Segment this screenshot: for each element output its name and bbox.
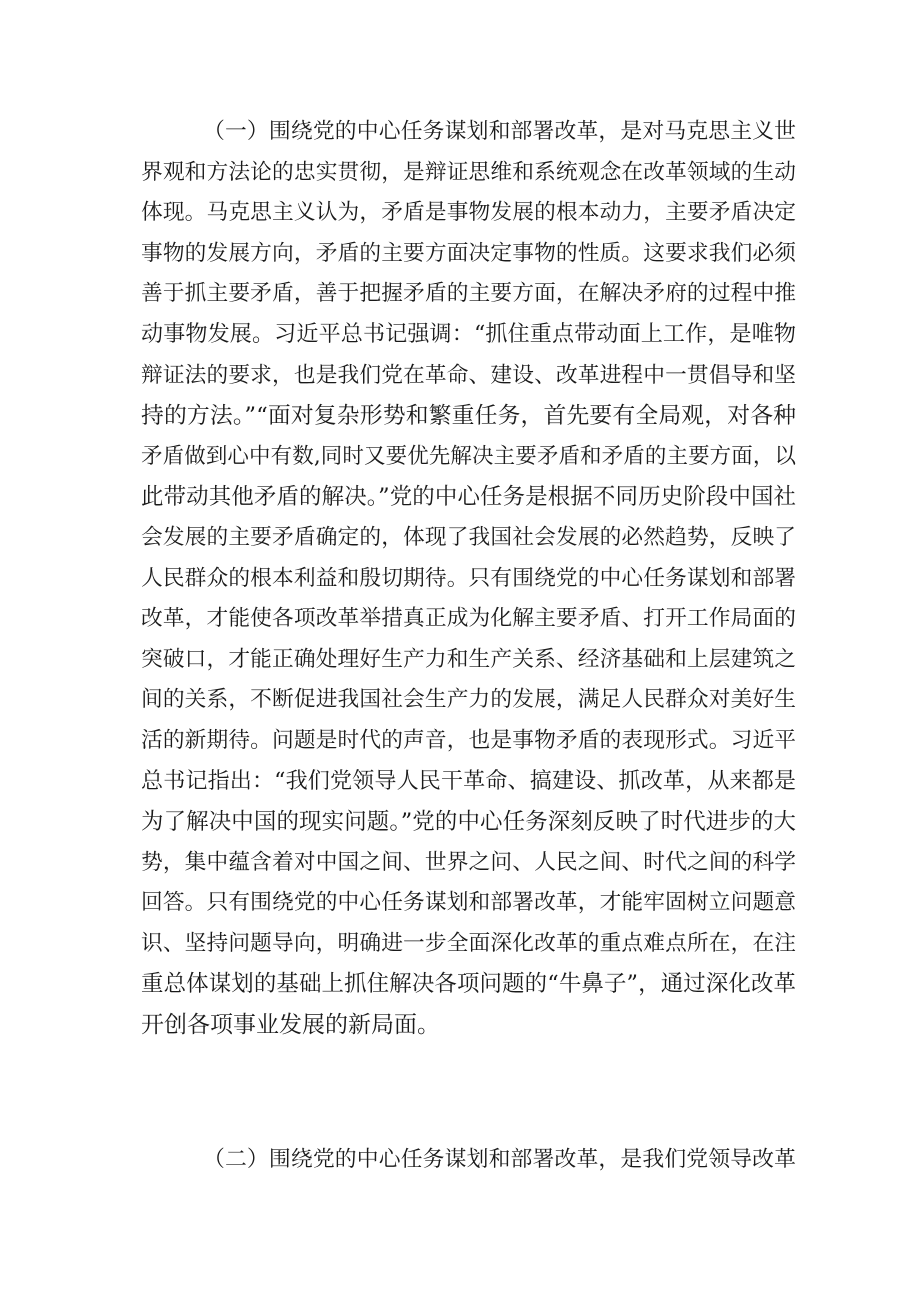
paragraph-line: 此带动其他矛盾的解决。”党的中心任务是根据不同历史阶段中国社: [141, 484, 796, 511]
paragraph-line: 为了解决中国的现实问题。”党的中心任务深刻反映了时代进步的大: [141, 809, 796, 836]
paragraph-1: [141, 112, 796, 1046]
paragraph-2: [141, 1140, 796, 1181]
paragraph-line: 总书记指出：“我们党领导人民干革命、搞建设、抓改革，从来都是: [141, 768, 796, 794]
paragraph-line: 矛盾做到心中有数,同时又要优先解决主要矛盾和矛盾的主要方面，以: [141, 443, 796, 469]
paragraph-line: 势，集中蕴含着对中国之间、世界之问、人民之间、时代之间的科学: [141, 849, 796, 875]
paragraph-line: 重总体谋划的基础上抓住解决各项问题的“牛鼻子”，通过深化改革: [141, 971, 796, 998]
paragraph-line: 动事物发展。习近平总书记强调：“抓住重点带动面上工作，是唯物: [141, 321, 796, 347]
paragraph-line: 体现。马克思主义认为，矛盾是事物发展的根本动力，主要矛盾决定: [141, 200, 796, 226]
paragraph-line: （一）围绕党的中心任务谋划和部署改革，是对马克思主义世: [203, 119, 796, 144]
paragraph-line: 回答。只有围绕党的中心任务谋划和部署改革，才能牢固树立问题意: [141, 890, 796, 916]
paragraph-line: （二）围绕党的中心任务谋划和部署改革，是我们党领导改革: [203, 1147, 796, 1172]
paragraph-line: 识、坚持问题导向，明确进一步全面深化改革的重点难点所在，在注: [141, 930, 796, 956]
paragraph-line: 活的新期待。问题是时代的声音，也是事物矛盾的表现形式。习近平: [141, 727, 796, 753]
paragraph-line: 事物的发展方向，矛盾的主要方面决定事物的性质。这要求我们必须: [141, 240, 796, 266]
paragraph-line: 界观和方法论的忠实贯彻，是辩证思维和系统观念在改革领域的生动: [141, 159, 796, 185]
paragraph-line: 改革，才能使各项改革举措真正成为化解主要矛盾、打开工作局面的: [141, 606, 796, 632]
paragraph-line: 突破口，才能正确处理好生产力和生产关系、经济基础和上层建筑之: [141, 646, 796, 672]
paragraph-line: 间的关系，不断促进我国社会生产力的发展，满足人民群众对美好生: [141, 687, 796, 713]
paragraph-line: 辩证法的要求，也是我们党在革命、建设、改革进程中一贯倡导和坚: [141, 362, 796, 388]
paragraph-line: 持的方法。”“面对复杂形势和繁重任务，首先要有全局观，对各种: [141, 403, 796, 430]
paragraph-line: 会发展的主要矛盾确定的，体现了我国社会发展的必然趋势，反映了: [141, 524, 796, 550]
paragraph-line: 人民群众的根本利益和殷切期待。只有围绕党的中心任务谋划和部署: [141, 565, 796, 591]
paragraph-line: 开创各项事业发展的新局面。: [141, 1012, 440, 1039]
paragraph-line: 善于抓主要矛盾，善于把握矛盾的主要方面，在解决矛府的过程中推: [141, 281, 796, 307]
